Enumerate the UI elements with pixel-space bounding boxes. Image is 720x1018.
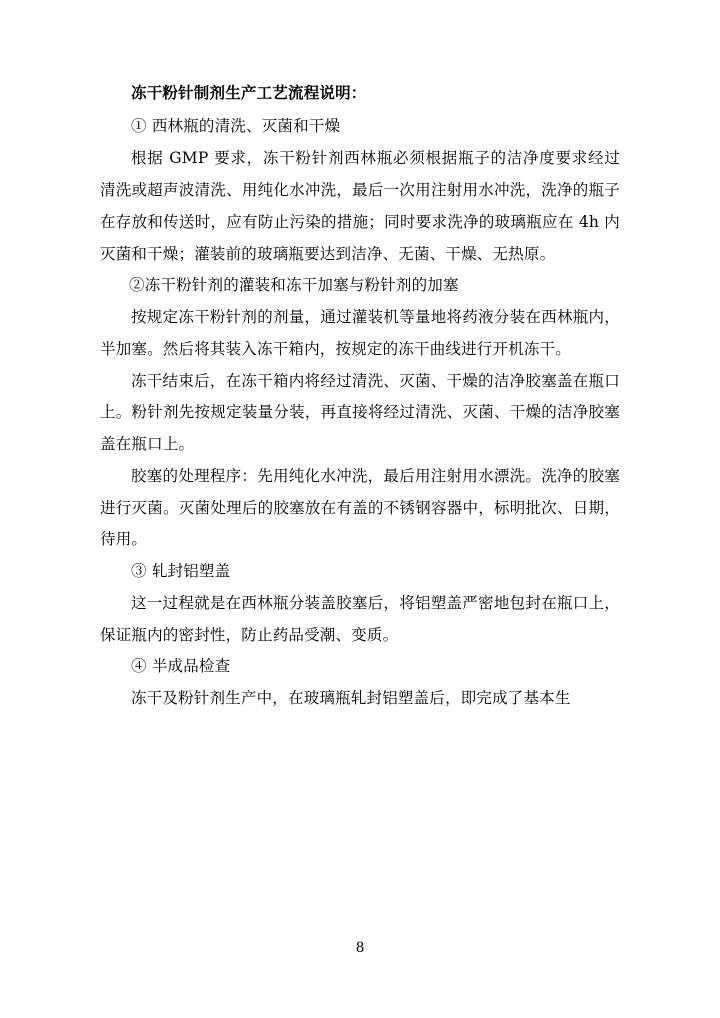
- paragraph-6: 胶塞的处理程序：先用纯化水冲洗，最后用注射用水漂洗。洗净的胶塞进行灭菌。灭菌处理后的胶塞放在有盖的不锈钢容器中，标明批次、日期，待用。: [100, 466, 620, 549]
- paragraph-9: ④ 半成品检查: [131, 657, 231, 676]
- paragraph-7: ③ 轧封铝塑盖: [131, 562, 231, 581]
- paragraph-10: 冻干及粉针剂生产中，在玻璃瓶轧封铝塑盖后，即完成了基本生: [131, 689, 571, 708]
- page-content: [100, 78, 620, 715]
- paragraph-3: ②冻干粉针剂的灌装和冻干加塞与粉针剂的加塞: [129, 276, 459, 295]
- paragraph-5: 冻干结束后，在冻干箱内将经过清洗、灭菌、干燥的洁净胶塞盖在瓶口上。粉针剂先按规定装量分装，再直接将经过清洗、灭菌、干燥的洁净胶塞盖在瓶口上。: [100, 371, 620, 454]
- page-number: 8: [355, 940, 365, 956]
- page-title: 冻干粉针制剂生产工艺流程说明：: [131, 83, 367, 102]
- paragraph-2: 根据 GMP 要求，冻干粉针剂西林瓶必须根据瓶子的洁净度要求经过清洗或超声波清洗、用纯化水冲洗，最后一次用注射用水冲洗，洗净的瓶子在存放和传送时，应有防止污染的措施；同时要求洗净的玻璃瓶应在 4h 内灭菌和干燥；灌装前的玻璃瓶要达到洁净、无菌、干燥、无热原。: [100, 149, 620, 263]
- paragraph-8: 这一过程就是在西林瓶分装盖胶塞后，将铝塑盖严密地包封在瓶口上，保证瓶内的密封性，防止药品受潮、变质。: [100, 593, 620, 644]
- paragraph-1: ① 西林瓶的清洗、灭菌和干燥: [131, 117, 341, 136]
- paragraph-4: 按规定冻干粉针剂的剂量，通过灌装机等量地将药液分装在西林瓶内，半加塞。然后将其装入冻干箱内，按规定的冻干曲线进行开机冻干。: [100, 308, 620, 358]
